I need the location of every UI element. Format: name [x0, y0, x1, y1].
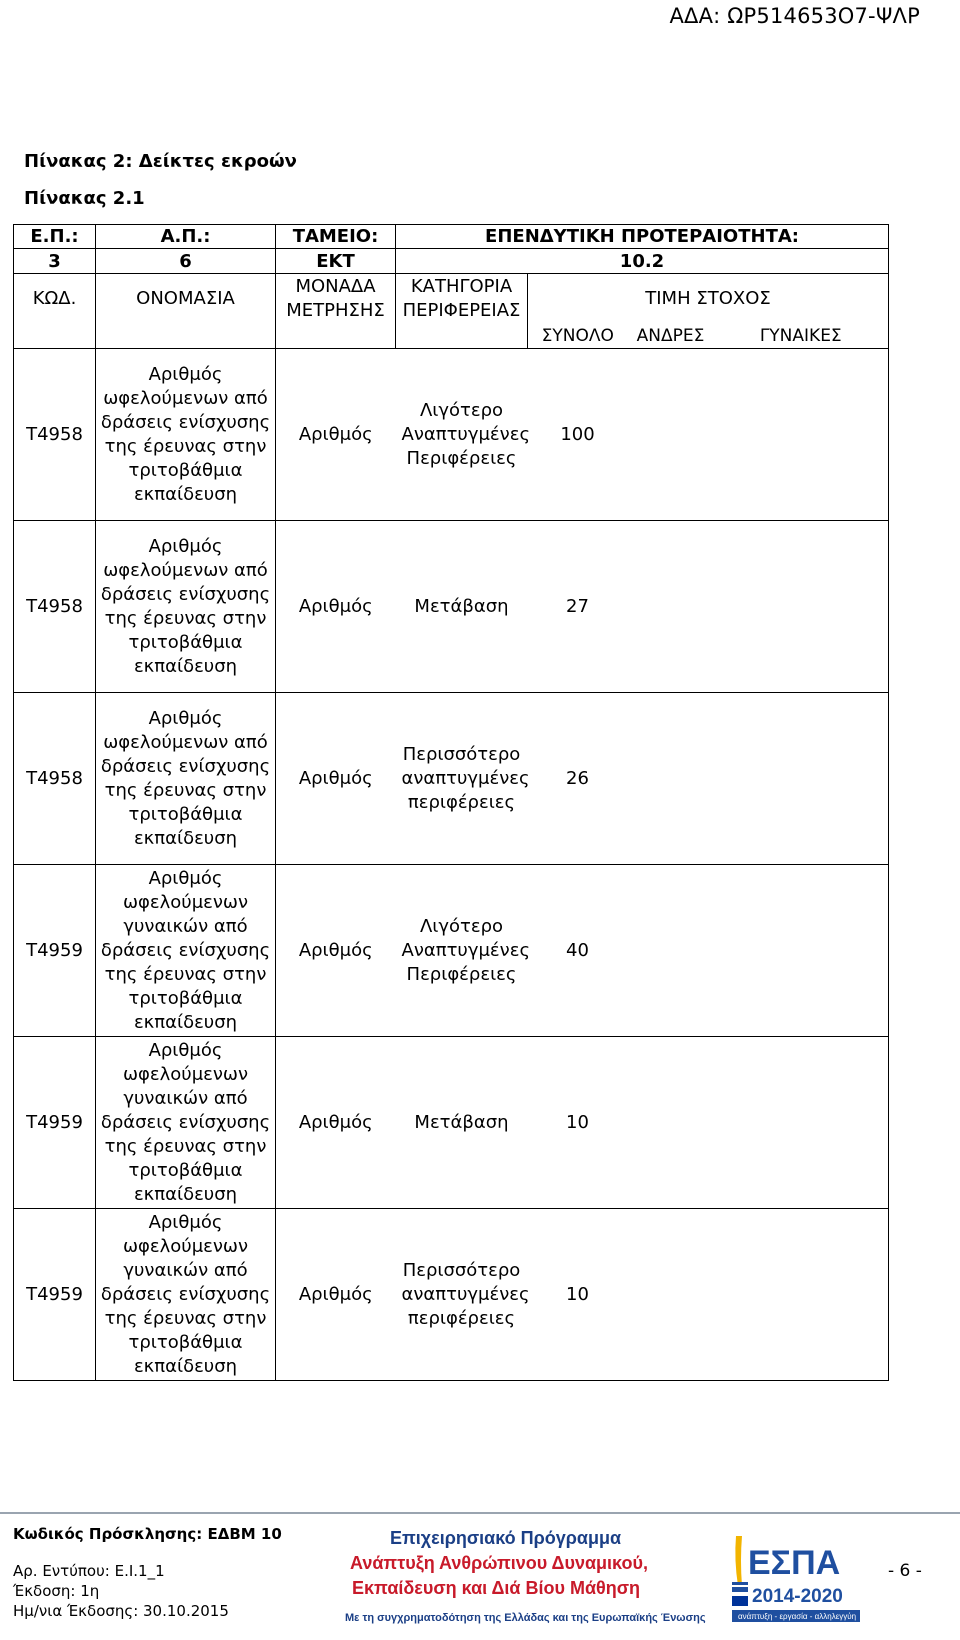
op-cofunding: Με τη συγχρηματοδότηση της Ελλάδας και της Ευρωπαϊκής Ένωσης: [345, 1612, 706, 1624]
meta-value-ep: 3: [14, 249, 96, 274]
column-header-row: [14, 274, 889, 325]
edition: Έκδοση: 1η: [13, 1582, 100, 1600]
row-region: Λιγότερο Αναπτυγμένες Περιφέρειες: [396, 349, 528, 521]
row-women: [714, 521, 889, 693]
meta-label-ep: Ε.Π.:: [14, 225, 96, 249]
row-total: 100: [528, 349, 628, 521]
row-women: [714, 1037, 889, 1209]
row-code: Τ4958: [14, 521, 96, 693]
row-men: [628, 693, 714, 865]
table-subtitle: Πίνακας 2.1: [24, 188, 145, 209]
row-region: Περισσότερο αναπτυγμένες περιφέρειες: [396, 693, 528, 865]
table-row: [14, 693, 889, 865]
row-total: 10: [528, 1209, 628, 1381]
row-total: 10: [528, 1037, 628, 1209]
meta-value-fund: ΕΚΤ: [276, 249, 396, 274]
row-men: [628, 1037, 714, 1209]
meta-label-ap: Α.Π.:: [96, 225, 276, 249]
row-unit: Αριθμός: [276, 521, 396, 693]
row-code: Τ4959: [14, 1037, 96, 1209]
meta-values-row: [14, 249, 889, 274]
row-name: Αριθμός ωφελούμενων γυναικών από δράσεις ενίσχυσης της έρευνας στην τριτοβάθμια εκπαίδευση: [96, 865, 276, 1037]
row-name: Αριθμός ωφελούμενων από δράσεις ενίσχυσης της έρευνας στην τριτοβάθμια εκπαίδευση: [96, 349, 276, 521]
header-name: ΟΝΟΜΑΣΙΑ: [96, 274, 276, 325]
row-region: Μετάβαση: [396, 521, 528, 693]
meta-label-priority: ΕΠΕΝΔΥΤΙΚΗ ΠΡΟΤΕΡΑΙΟΤΗΤΑ:: [396, 225, 889, 249]
row-code: Τ4959: [14, 1209, 96, 1381]
header-target: ΤΙΜΗ ΣΤΟΧΟΣ: [528, 274, 889, 325]
row-women: [714, 1209, 889, 1381]
table-row: [14, 1209, 889, 1381]
row-code: Τ4958: [14, 349, 96, 521]
op-line-2: Ανάπτυξη Ανθρώπινου Δυναμικού,: [350, 1553, 648, 1573]
header-code: ΚΩΔ.: [14, 274, 96, 325]
row-code: Τ4958: [14, 693, 96, 865]
header-unit: ΜΟΝΑΔΑ ΜΕΤΡΗΣΗΣ: [276, 274, 396, 325]
op-line-3: Εκπαίδευση και Διά Βίου Μάθηση: [352, 1578, 641, 1598]
row-name: Αριθμός ωφελούμενων από δράσεις ενίσχυσης της έρευνας στην τριτοβάθμια εκπαίδευση: [96, 521, 276, 693]
sub-header-row: [14, 324, 889, 349]
espa-title: ΕΣΠΑ: [748, 1544, 841, 1582]
table-row: [14, 1037, 889, 1209]
espa-logo: [730, 1530, 862, 1626]
row-code: Τ4959: [14, 865, 96, 1037]
espa-years: 2014-2020: [752, 1586, 843, 1607]
row-name: Αριθμός ωφελούμενων από δράσεις ενίσχυσης της έρευνας στην τριτοβάθμια εκπαίδευση: [96, 693, 276, 865]
row-region: Μετάβαση: [396, 1037, 528, 1209]
edition-date: Ημ/νια Έκδοσης: 30.10.2015: [13, 1602, 229, 1620]
header-women: ΓΥΝΑΙΚΕΣ: [714, 324, 889, 349]
header-region: ΚΑΤΗΓΟΡΙΑ ΠΕΡΙΦΕΡΕΙΑΣ: [396, 274, 528, 325]
indicators-table: [13, 224, 889, 1381]
page-number: - 6 -: [888, 1561, 922, 1581]
table-title: Πίνακας 2: Δείκτες εκροών: [24, 151, 297, 172]
row-women: [714, 865, 889, 1037]
row-unit: Αριθμός: [276, 693, 396, 865]
row-region: Περισσότερο αναπτυγμένες περιφέρειες: [396, 1209, 528, 1381]
table-row: [14, 865, 889, 1037]
row-total: 40: [528, 865, 628, 1037]
espa-slogan: ανάπτυξη - εργασία - αλληλεγγύη: [738, 1612, 857, 1621]
meta-value-ap: 6: [96, 249, 276, 274]
call-code: Κωδικός Πρόσκλησης: ΕΔΒΜ 10: [13, 1525, 282, 1543]
row-men: [628, 521, 714, 693]
row-total: 27: [528, 521, 628, 693]
row-name: Αριθμός ωφελούμενων γυναικών από δράσεις ενίσχυσης της έρευνας στην τριτοβάθμια εκπαίδευση: [96, 1209, 276, 1381]
row-men: [628, 1209, 714, 1381]
eu-flag-icon: [732, 1596, 748, 1606]
row-unit: Αριθμός: [276, 1037, 396, 1209]
table-row: [14, 349, 889, 521]
row-unit: Αριθμός: [276, 1209, 396, 1381]
row-men: [628, 865, 714, 1037]
row-total: 26: [528, 693, 628, 865]
footer-divider: [0, 1512, 960, 1514]
row-women: [714, 349, 889, 521]
espa-arc: [735, 1536, 742, 1586]
row-women: [714, 693, 889, 865]
meta-label-fund: ΤΑΜΕΙΟ:: [276, 225, 396, 249]
row-men: [628, 349, 714, 521]
row-unit: Αριθμός: [276, 865, 396, 1037]
table-row: [14, 521, 889, 693]
meta-labels-row: [14, 225, 889, 249]
header-men: ΑΝΔΡΕΣ: [628, 324, 714, 349]
op-title: Επιχειρησιακό Πρόγραμμα: [390, 1528, 622, 1548]
ada-code: ΑΔΑ: ΩΡ514653Ο7-ΨΛΡ: [669, 4, 920, 28]
row-region: Λιγότερο Αναπτυγμένες Περιφέρειες: [396, 865, 528, 1037]
meta-value-priority: 10.2: [396, 249, 889, 274]
row-name: Αριθμός ωφελούμενων γυναικών από δράσεις ενίσχυσης της έρευνας στην τριτοβάθμια εκπαίδευση: [96, 1037, 276, 1209]
header-total: ΣΥΝΟΛΟ: [528, 324, 628, 349]
form-number: Αρ. Εντύπου: Ε.Ι.1_1: [13, 1562, 165, 1580]
row-unit: Αριθμός: [276, 349, 396, 521]
